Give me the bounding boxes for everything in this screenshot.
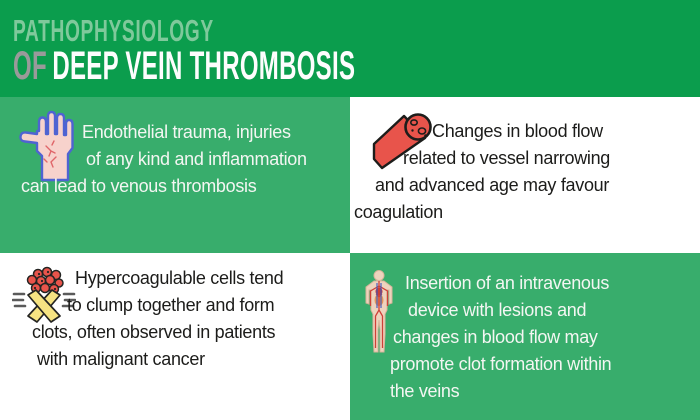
text-line: related to vessel narrowing: [403, 148, 611, 168]
text-line: Changes in blood flow: [432, 121, 603, 141]
text-line: clots, often observed in patients: [32, 322, 276, 342]
text-line: the veins: [390, 381, 460, 401]
text-line: promote clot formation within: [390, 354, 612, 374]
text-line: and advanced age may favour: [375, 175, 610, 195]
quadrant-hypercoagulable-cells: [0, 253, 350, 420]
quadrant-text: [350, 118, 700, 226]
text-line: Insertion of an intravenous: [405, 273, 610, 293]
quadrant-text: [0, 265, 350, 373]
text-line: of any kind and inflammation: [86, 149, 307, 169]
title-of-text: OF: [13, 44, 47, 88]
text-line: Endothelial trauma, injuries: [82, 122, 291, 142]
quadrant-blood-flow-changes: [350, 97, 700, 253]
text-line: to clump together and form: [67, 295, 275, 315]
quadrant-text: [0, 119, 350, 200]
text-line: changes in blood flow may: [393, 327, 598, 347]
quadrant-intravenous-device: [350, 253, 700, 420]
text-line: can lead to venous thrombosis: [21, 176, 257, 196]
text-line: Hypercoagulable cells tend: [75, 268, 284, 288]
quadrant-text: [350, 270, 700, 405]
text-line: with malignant cancer: [37, 349, 205, 369]
page-title: [13, 44, 583, 89]
quadrant-endothelial-trauma: [0, 97, 350, 253]
title-main-text: DEEP VEIN THROMBOSIS: [52, 44, 356, 88]
text-line: device with lesions and: [408, 300, 587, 320]
header-banner: [0, 0, 700, 97]
text-line: coagulation: [354, 202, 443, 222]
header-kicker-text: PATHOPHYSIOLOGY: [13, 13, 214, 48]
